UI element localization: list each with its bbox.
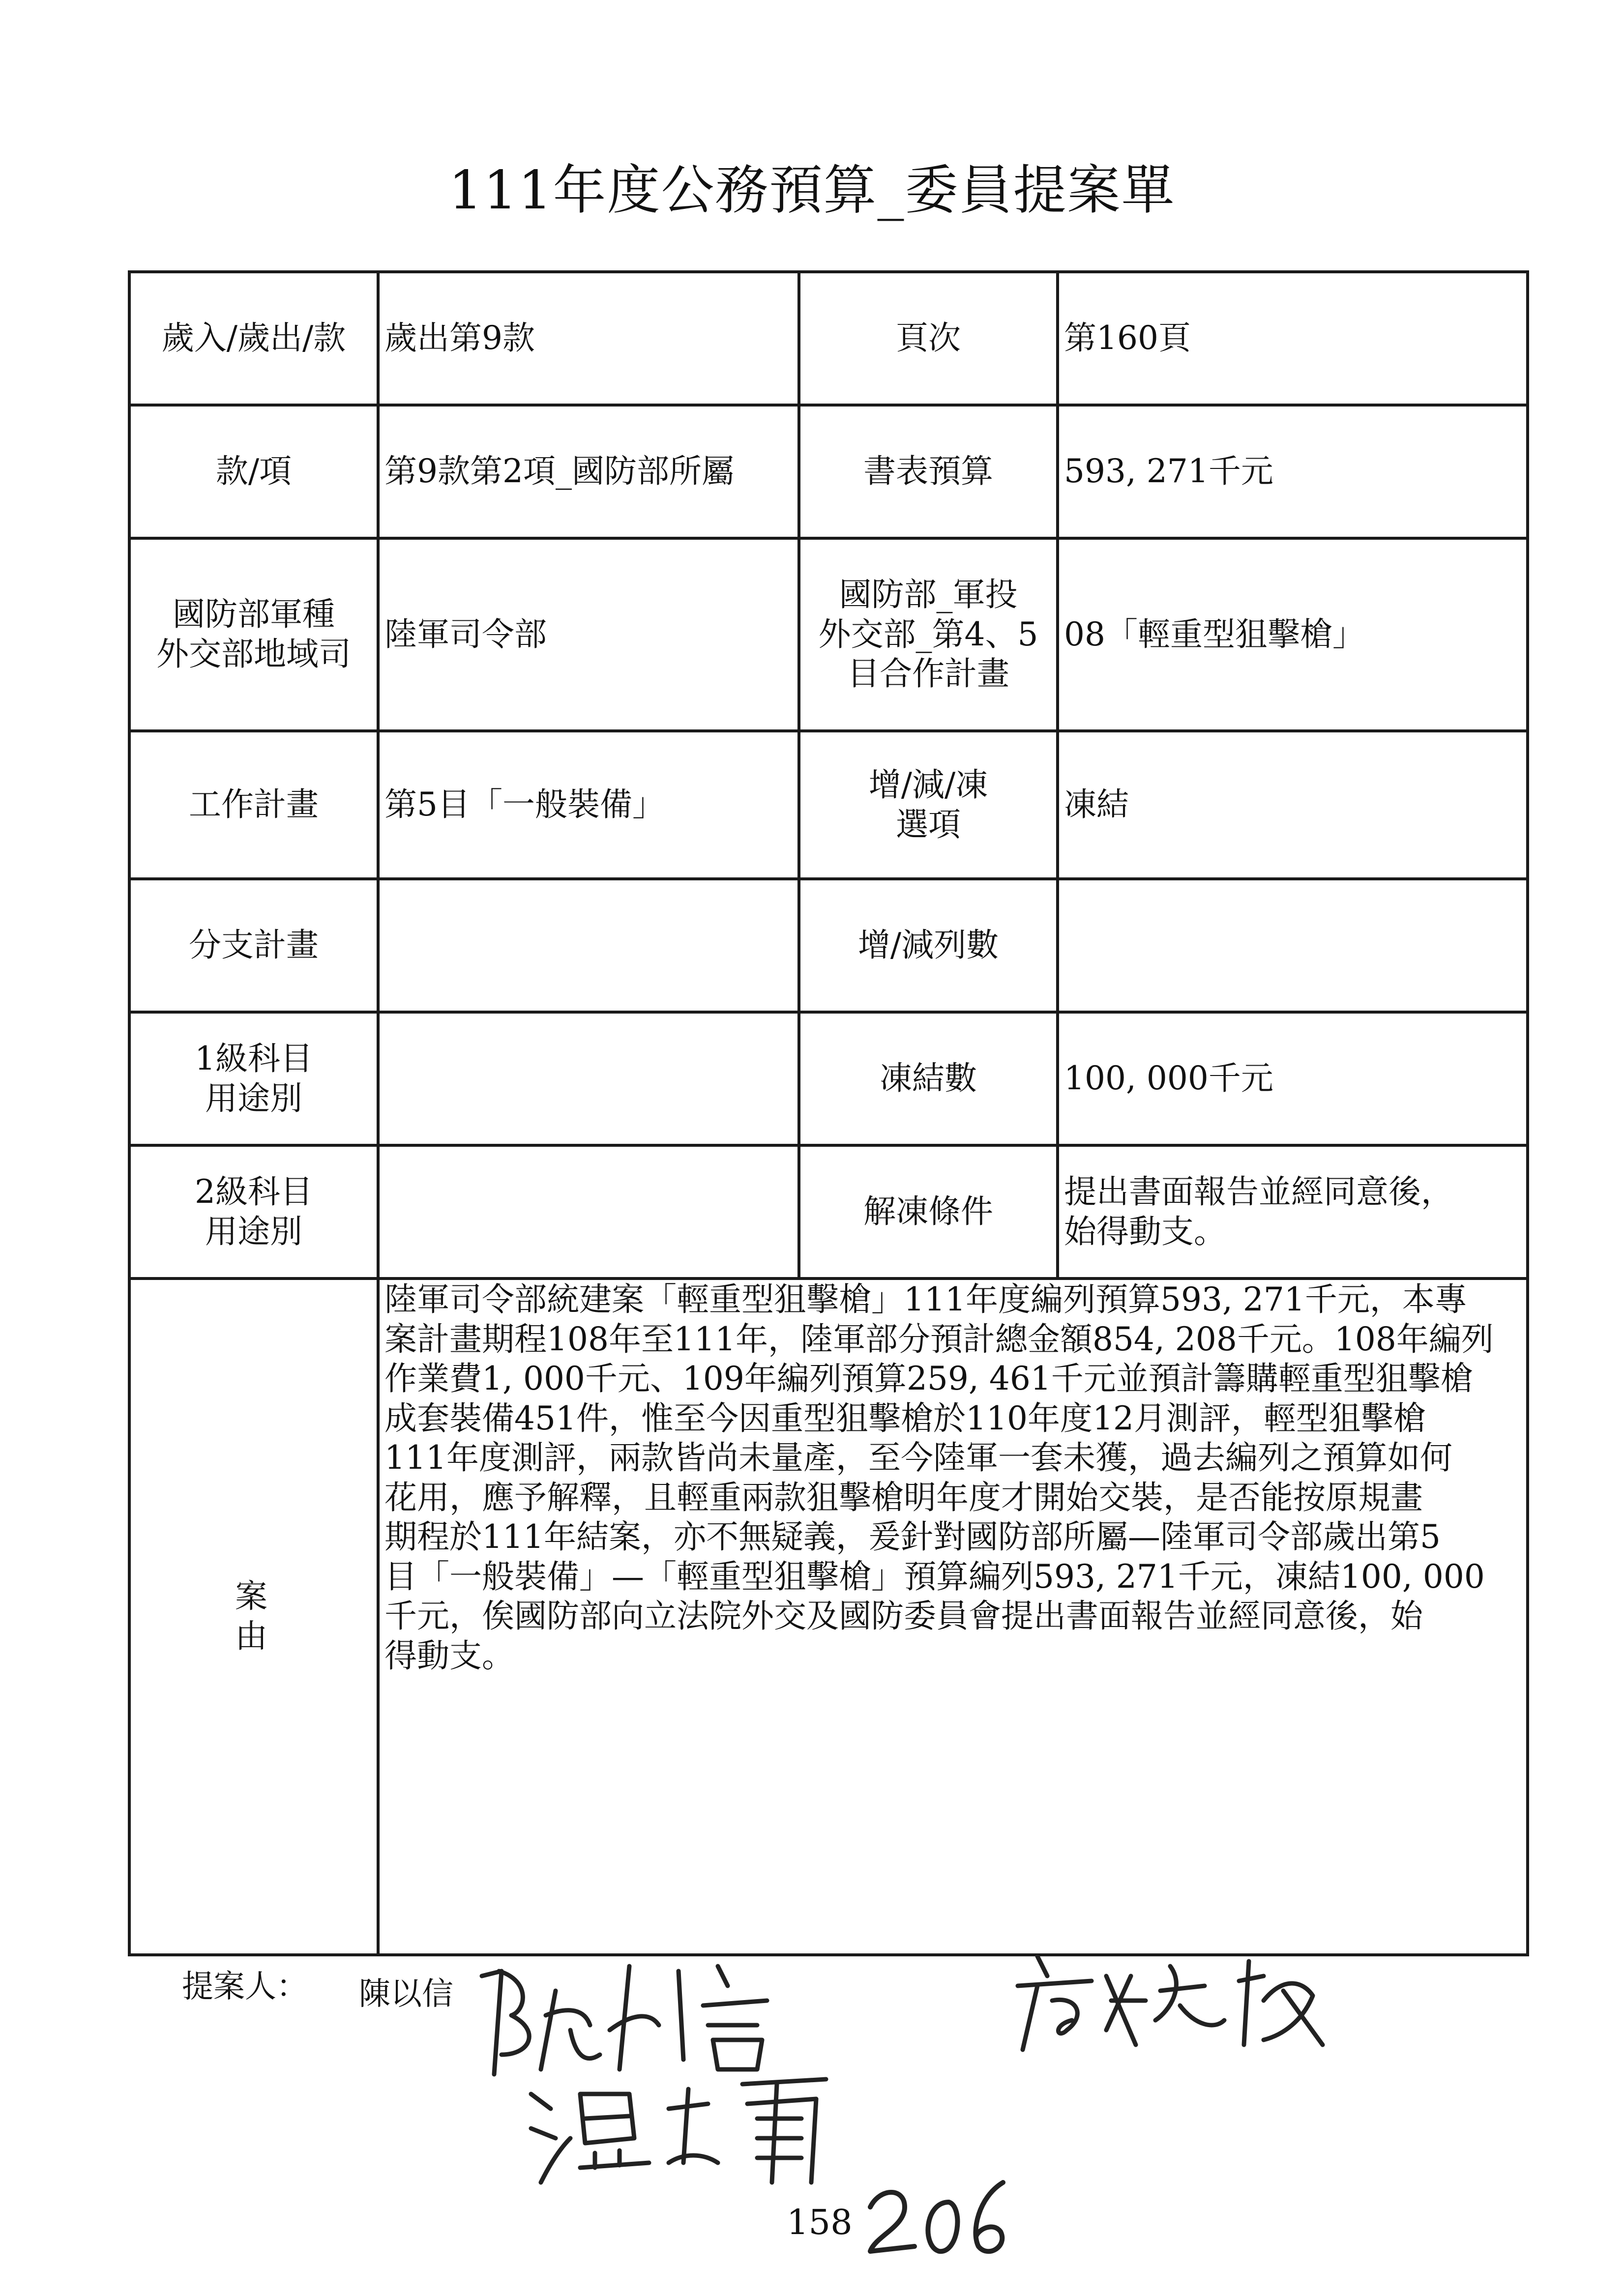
row-label-2 (799, 731, 1058, 879)
table-row (129, 1145, 1528, 1279)
proposer-name: 陳以信 (359, 1976, 453, 2012)
table-row (129, 879, 1528, 1012)
row-value-line: 始得動支。 (1064, 1212, 1226, 1250)
table-row (129, 538, 1528, 731)
proposal-form-table (128, 270, 1529, 1956)
row-label-line: 用途別 (205, 1079, 302, 1117)
row-label: 工作計畫 (129, 731, 378, 879)
row-label (129, 538, 378, 731)
row-label-line: 外交部_第4、5 (818, 615, 1038, 653)
reason-line: 陸軍司令部統建案「輕重型狙擊槍」111年度編列預算593, 271千元，本專 (384, 1280, 1467, 1318)
handwritten-signature (521, 2064, 895, 2192)
row-label-2: 解凍條件 (799, 1145, 1058, 1279)
row-value-2: 凍結 (1058, 731, 1528, 879)
reason-row (129, 1279, 1528, 1955)
row-label-line: 外交部地域司 (156, 635, 351, 673)
reason-label: 案由 (129, 1279, 378, 1955)
proposer-label: 提案人： (182, 1969, 308, 2005)
row-label-line: 國防部軍種 (173, 595, 335, 634)
row-value-2: 08「輕重型狙擊槍」 (1058, 538, 1528, 731)
reason-line: 期程於111年結案，亦不無疑義，爰針對國防部所屬—陸軍司令部歲出第5 (384, 1518, 1441, 1556)
row-value-2: 第160頁 (1058, 272, 1528, 405)
row-label-line: 國防部_軍投 (839, 576, 1018, 614)
handwritten-page-number (865, 2173, 1013, 2261)
handwritten-signature (1008, 1947, 1352, 2060)
reason-text (378, 1279, 1528, 1955)
reason-line: 111年度測評，兩款皆尚未量產，至今陸軍一套未獲，過去編列之預算如何 (384, 1439, 1452, 1477)
row-label (129, 1012, 378, 1145)
row-label-line: 1級科目 (195, 1039, 313, 1077)
row-label-line: 增/減/凍 (868, 765, 988, 804)
row-label-line: 用途別 (205, 1212, 302, 1250)
table-row (129, 405, 1528, 538)
row-label-2: 書表預算 (799, 405, 1058, 538)
row-value: 第5目「一般裝備」 (378, 731, 799, 879)
reason-line: 成套裝備451件，惟至今因重型狙擊槍於110年度12月測評，輕型狙擊槍 (384, 1399, 1426, 1437)
row-label-line: 選項 (896, 805, 961, 843)
row-value-2 (1058, 879, 1528, 1012)
row-value (378, 1012, 799, 1145)
reason-line: 花用，應予解釋，且輕重兩款狙擊槍明年度才開始交裝，是否能按原規畫 (384, 1478, 1423, 1516)
table-row (129, 731, 1528, 879)
row-label: 歲入/歲出/款 (129, 272, 378, 405)
page-number: 158 (787, 2202, 853, 2242)
row-label-2: 增/減列數 (799, 879, 1058, 1012)
row-value-2: 100, 000千元 (1058, 1012, 1528, 1145)
row-value (378, 879, 799, 1012)
row-value: 歲出第9款 (378, 272, 799, 405)
row-label-line: 2級科目 (195, 1172, 313, 1211)
reason-line: 得動支。 (384, 1636, 514, 1675)
reason-line: 作業費1, 000千元、109年編列預算259, 461千元並預計籌購輕重型狙擊槍 (384, 1360, 1473, 1398)
row-label-2 (799, 538, 1058, 731)
row-label: 分支計畫 (129, 879, 378, 1012)
row-value-line: 提出書面報告並經同意後， (1064, 1172, 1453, 1211)
row-value-2: 593, 271千元 (1058, 405, 1528, 538)
reason-line: 千元，俟國防部向立法院外交及國防委員會提出書面報告並經同意後，始 (384, 1597, 1423, 1635)
page-title: 111年度公務預算_委員提案單 (448, 160, 1176, 221)
row-label (129, 1145, 378, 1279)
row-value-2 (1058, 1145, 1528, 1279)
row-label-2: 頁次 (799, 272, 1058, 405)
row-value (378, 1145, 799, 1279)
reason-line: 案計畫期程108年至111年，陸軍部分預計總金額854, 208千元。108年編列 (384, 1320, 1494, 1358)
row-label: 款/項 (129, 405, 378, 538)
row-label-2: 凍結數 (799, 1012, 1058, 1145)
reason-line: 目「一般裝備」—「輕重型狙擊槍」預算編列593, 271千元，凍結100, 000 (384, 1557, 1485, 1596)
row-label-line: 目合作計畫 (847, 655, 1009, 693)
table-row (129, 1012, 1528, 1145)
row-value: 第9款第2項_國防部所屬 (378, 405, 799, 538)
row-value: 陸軍司令部 (378, 538, 799, 731)
table-row (129, 272, 1528, 405)
